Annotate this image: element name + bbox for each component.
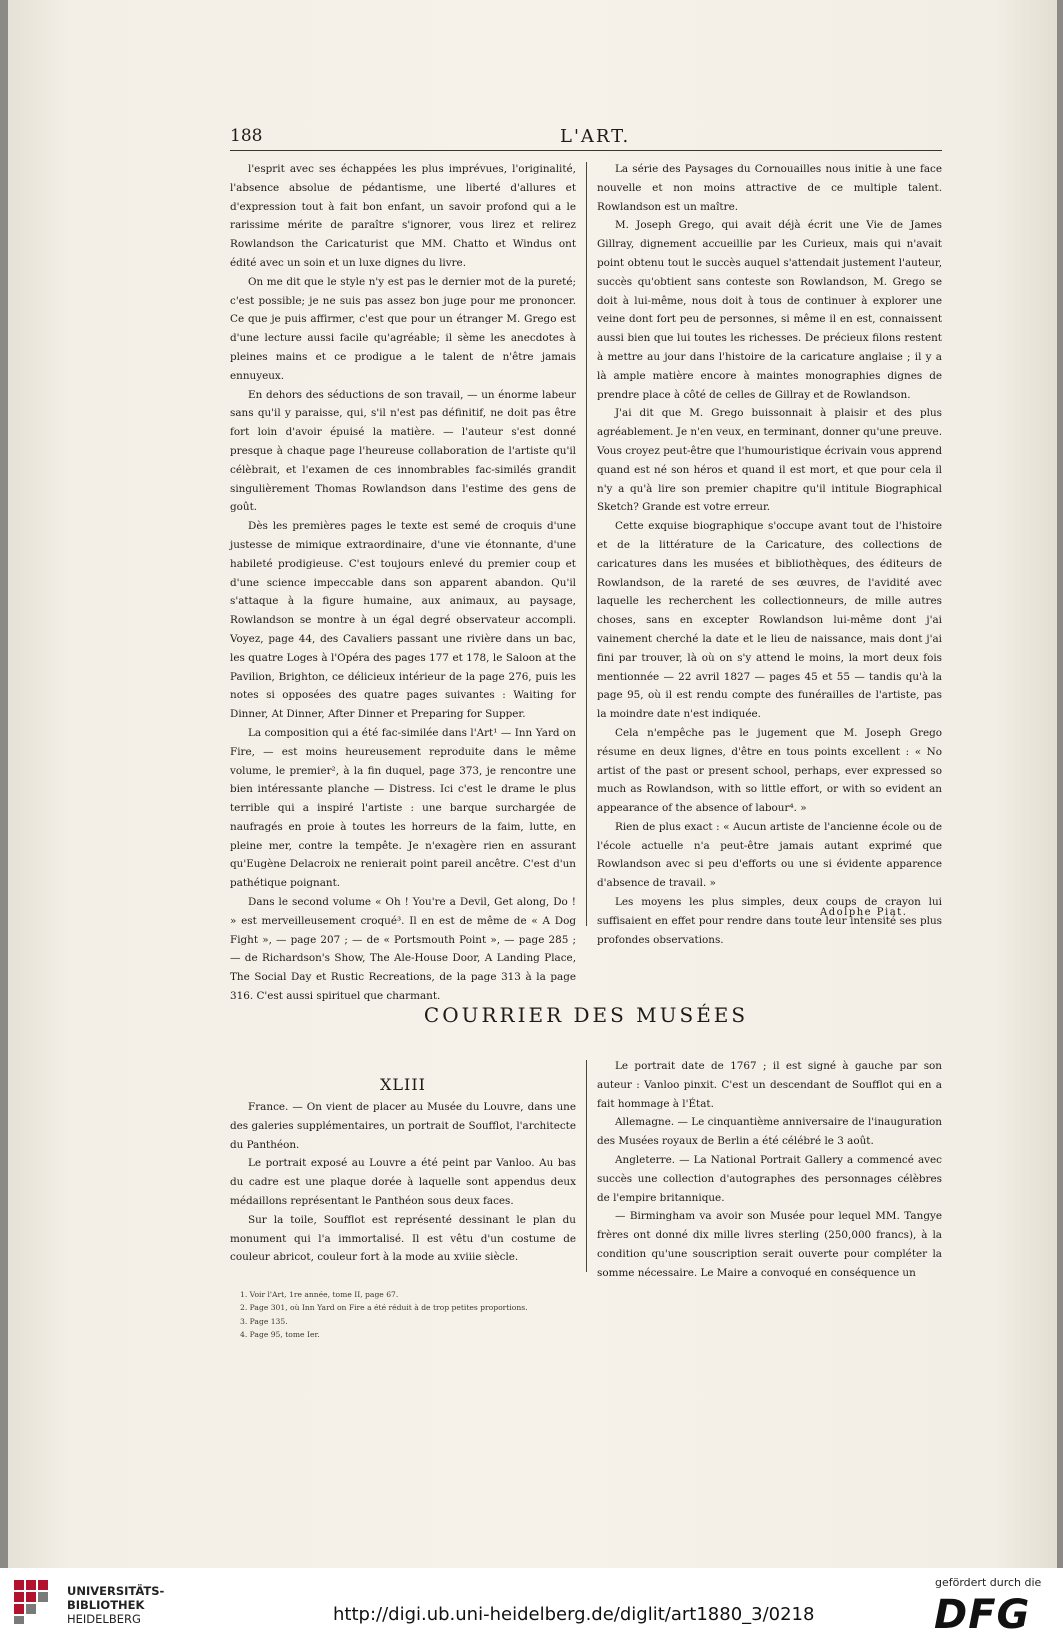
paragraph: La composition qui a été fac-similée dans l'Art¹ — Inn Yard on Fire, — est moins heureusement reproduite dans le même volume, le premier², à la fin duquel, page 373, je rencontre une bien intéressante planche — Distress. Ici c'est le drame le plus terrible qui a inspiré l'artiste : une barque surchargée de naufragés en proie à toutes les horreurs de la faim, lutte, en pleine mer, contre la tempête. Je n'exagère rien en assurant qu'Eugène Delacroix ne renierait point pareil ancêtre. C'est d'un pathétique poignant. — [230, 726, 576, 890]
paragraph: La série des Paysages du Cornouailles nous initie à une face nouvelle et non moins attractive de ce multiple talent. Rowlandson est un maître. — [597, 163, 942, 213]
section-title: COURRIER DES MUSÉES — [423, 1003, 749, 1027]
footnote: 4. Page 95, tome Ier. — [240, 1330, 320, 1340]
footnote: 2. Page 301, où Inn Yard on Fire a été réduit à de trop petites proportions. — [240, 1303, 528, 1313]
paragraph: On me dit que le style n'y est pas le dernier mot de la pureté; c'est possible; je ne suis pas assez bon juge pour me prononcer. Ce que je puis affirmer, c'est que pour un étranger M. Grego est d'une lecture aussi facile qu'agréable; il sème les anecdotes à pleines mains et ce prodigue a le talent de n'être jamais ennuyeux. — [230, 275, 576, 382]
paragraph: Rien de plus exact : « Aucun artiste de l'ancienne école ou de l'école actuelle n'a peut-être jamais autant exprimé que Rowlandson avec si peu d'efforts ou une si évidente apparence d'absence de travail. » — [597, 820, 942, 890]
news-column-right — [597, 1057, 942, 1283]
paragraph: Sur la toile, Soufflot est représenté dessinant le plan du monument qui l'a immortalisé. Il est vêtu d'un costume de couleur abricot, couleur fort à la mode au xviiie siècle. — [230, 1213, 576, 1264]
paragraph: Le portrait exposé au Louvre a été peint par Vanloo. Au bas du cadre est une plaque dorée à laquelle sont appendus deux médaillons représentant le Panthéon sous deux faces. — [230, 1157, 576, 1207]
paragraph: Les moyens les plus simples, deux coups de crayon lui suffisaient en effet pour rendre dans toute leur intensité ses plus profondes observations. — [597, 896, 942, 946]
paragraph: l'esprit avec ses échappées les plus imprévues, l'originalité, l'absence absolue de pédantisme, une liberté d'allures et d'expression tout à fait bon enfant, un savoir profond qui a le rarissime mérite de paraître s'ignorer, vous lirez et relirez Rowlandson the Caricaturist que MM. Chatto et Windus ont édité avec un soin et un luxe dignes du livre. — [230, 163, 576, 269]
column-divider — [586, 162, 587, 926]
footnote: 1. Voir l'Art, 1re année, tome II, page 67. — [240, 1290, 399, 1299]
paragraph: Allemagne. — Le cinquantième anniversaire de l'inauguration des Musées royaux de Berlin a été célébré le 3 août. — [597, 1116, 942, 1148]
paragraph: — Birmingham va avoir son Musée pour lequel MM. Tangye frères ont donné dix mille livres sterling (250,000 francs), à la condition qu'une souscription serait ouverte pour compléter la somme nécessaire. Le Maire a convoqué en conséquence un — [597, 1210, 942, 1279]
source-url-link[interactable]: http://digi.ub.uni-heidelberg.de/diglit/art1880_3/0218 — [333, 1604, 815, 1625]
article-column-left — [230, 160, 576, 1006]
paragraph: Le portrait date de 1767 ; il est signé à gauche par son auteur : Vanloo pinxit. C'est un descendant de Soufflot qui en a fait hommage à l'État. — [597, 1060, 942, 1110]
dfg-logo: DFG — [934, 1592, 1031, 1638]
paragraph: Cette exquise biographique s'occupe avant tout de l'histoire et de la littérature de la Caricature, des collections de caricatures dans les musées et bibliothèques, des éditeurs de Rowlandson, de la rareté de ses œuvres, de l'avidité avec laquelle les recherchent les collectionneurs, de mille autres choses, sans en excepter Rowlandson lui-même dont j'ai vainement cherché la date et le lieu de naissance, mais dont j'ai fini par trouver, là où on s'y attend le moins, la mort deux fois mentionnée — 22 avril 1827 — pages 45 et 55 — tandis qu'à la page 95, où il est rendu compte des funérailles de l'artiste, pas la moindre date n'est indiquée. — [597, 520, 942, 721]
paragraph: Angleterre. — La National Portrait Gallery a commencé avec succès une collection d'autographes des personnages célèbres de l'empire britannique. — [597, 1153, 942, 1204]
footnotes — [240, 1288, 528, 1342]
paragraph: M. Joseph Grego, qui avait déjà écrit une Vie de James Gillray, dignement accueillie par les Curieux, mais qui n'avait point obtenu tout le succès auquel s'attendait justement l'auteur, succès qu'obtient sans conteste son Rowlandson, M. Grego se doit à lui-même, nous doit à tous de continuer à explorer une veine dont fort peu de personnes, si même il en est, connaissent aussi bien que lui toutes les richesses. De précieux filons restent à mettre au jour dans l'histoire de la caricature anglaise ; il y a là ample matière encore à maintes monographies dignes de prendre place à côté de celles de Gillray et de Rowlandson. — [597, 219, 942, 401]
news-column-left — [230, 1098, 576, 1267]
page-number: 188 — [230, 126, 263, 146]
article-column-right — [597, 160, 942, 949]
university-library-logo-icon — [12, 1578, 60, 1626]
paragraph: France. — On vient de placer au Musée du Louvre, dans une des galeries supplémentaires, un portrait de Soufflot, l'architecte du Panthéon. — [230, 1101, 576, 1151]
paragraph: Cela n'empêche pas le jugement que M. Joseph Grego résume en deux lignes, d'être en tous points excellent : « No artist of the past or present school, perhaps, ever expressed so much as Rowlandson, with so little effort, or with so evident an appearance of the absence of labour⁴. » — [597, 726, 942, 815]
header-rule — [230, 150, 942, 151]
footnote: 3. Page 135. — [240, 1316, 288, 1326]
subsection-title: XLIII — [380, 1075, 426, 1094]
paragraph: Dans le second volume « Oh ! You're a Devil, Get along, Do ! » est merveilleusement croqué³. Il en est de même de « A Dog Fight », — page 207 ; — de « Portsmouth Point », — page 285 ; — de Richardson's Show, The Ale-House Door, A Landing Place, The Social Day et Rustic Recreations, de la page 313 à la page 316. C'est aussi spirituel que charmant. — [230, 896, 576, 1003]
funded-by-label: gefördert durch die — [935, 1576, 1042, 1589]
paragraph: En dehors des séductions de son travail, — un énorme labeur sans qu'il y paraisse, qui, s'il n'est pas définitif, ne doit pas être fort loin d'avoir épuisé la matière. — l'auteur s'est donné presque à chaque page l'heureuse collaboration de l'artiste qu'il célèbrait, et l'examen de ces innombrables fac-similés grandit singulièrement Thomas Rowlandson dans l'estime des gens de goût. — [230, 388, 576, 514]
author-signature: Adolphe Piat. — [820, 907, 908, 918]
column-divider — [586, 1060, 587, 1272]
paragraph: J'ai dit que M. Grego buissonnait à plaisir et des plus agréablement. Je n'en veux, en terminant, donner qu'une preuve. Vous croyez peut-être que l'humouristique écrivain vous apprend quand est né son héros et quand il est mort, et que pour cela il n'y a qu'à lire son premier chapitre qu'il intitule Biographical Sketch? Grande est votre erreur. — [597, 407, 942, 514]
paragraph: Dès les premières pages le texte est semé de croquis d'une justesse de mimique extraordinaire, d'une vie étonnante, d'une habileté prodigieuse. C'est toujours enlevé du premier coup et d'une science impeccable dans son apparent abandon. Qu'il s'attaque à la figure humaine, aux animaux, au paysage, Rowlandson se montre à un égal degré observateur accompli. Voyez, page 44, des Cavaliers passant une rivière dans un bac, les quatre Loges à l'Opéra des pages 177 et 178, le Saloon at the Pavilion, Brighton, ce délicieux intérieur de la page 276, puis les notes si opposées des quatre pages suivantes : Waiting for Dinner, At Dinner, After Dinner et Preparing for Supper. — [230, 520, 576, 721]
running-title: L'ART. — [560, 126, 631, 147]
library-name: UNIVERSITÄTS- BIBLIOTHEK HEIDELBERG — [67, 1584, 165, 1626]
